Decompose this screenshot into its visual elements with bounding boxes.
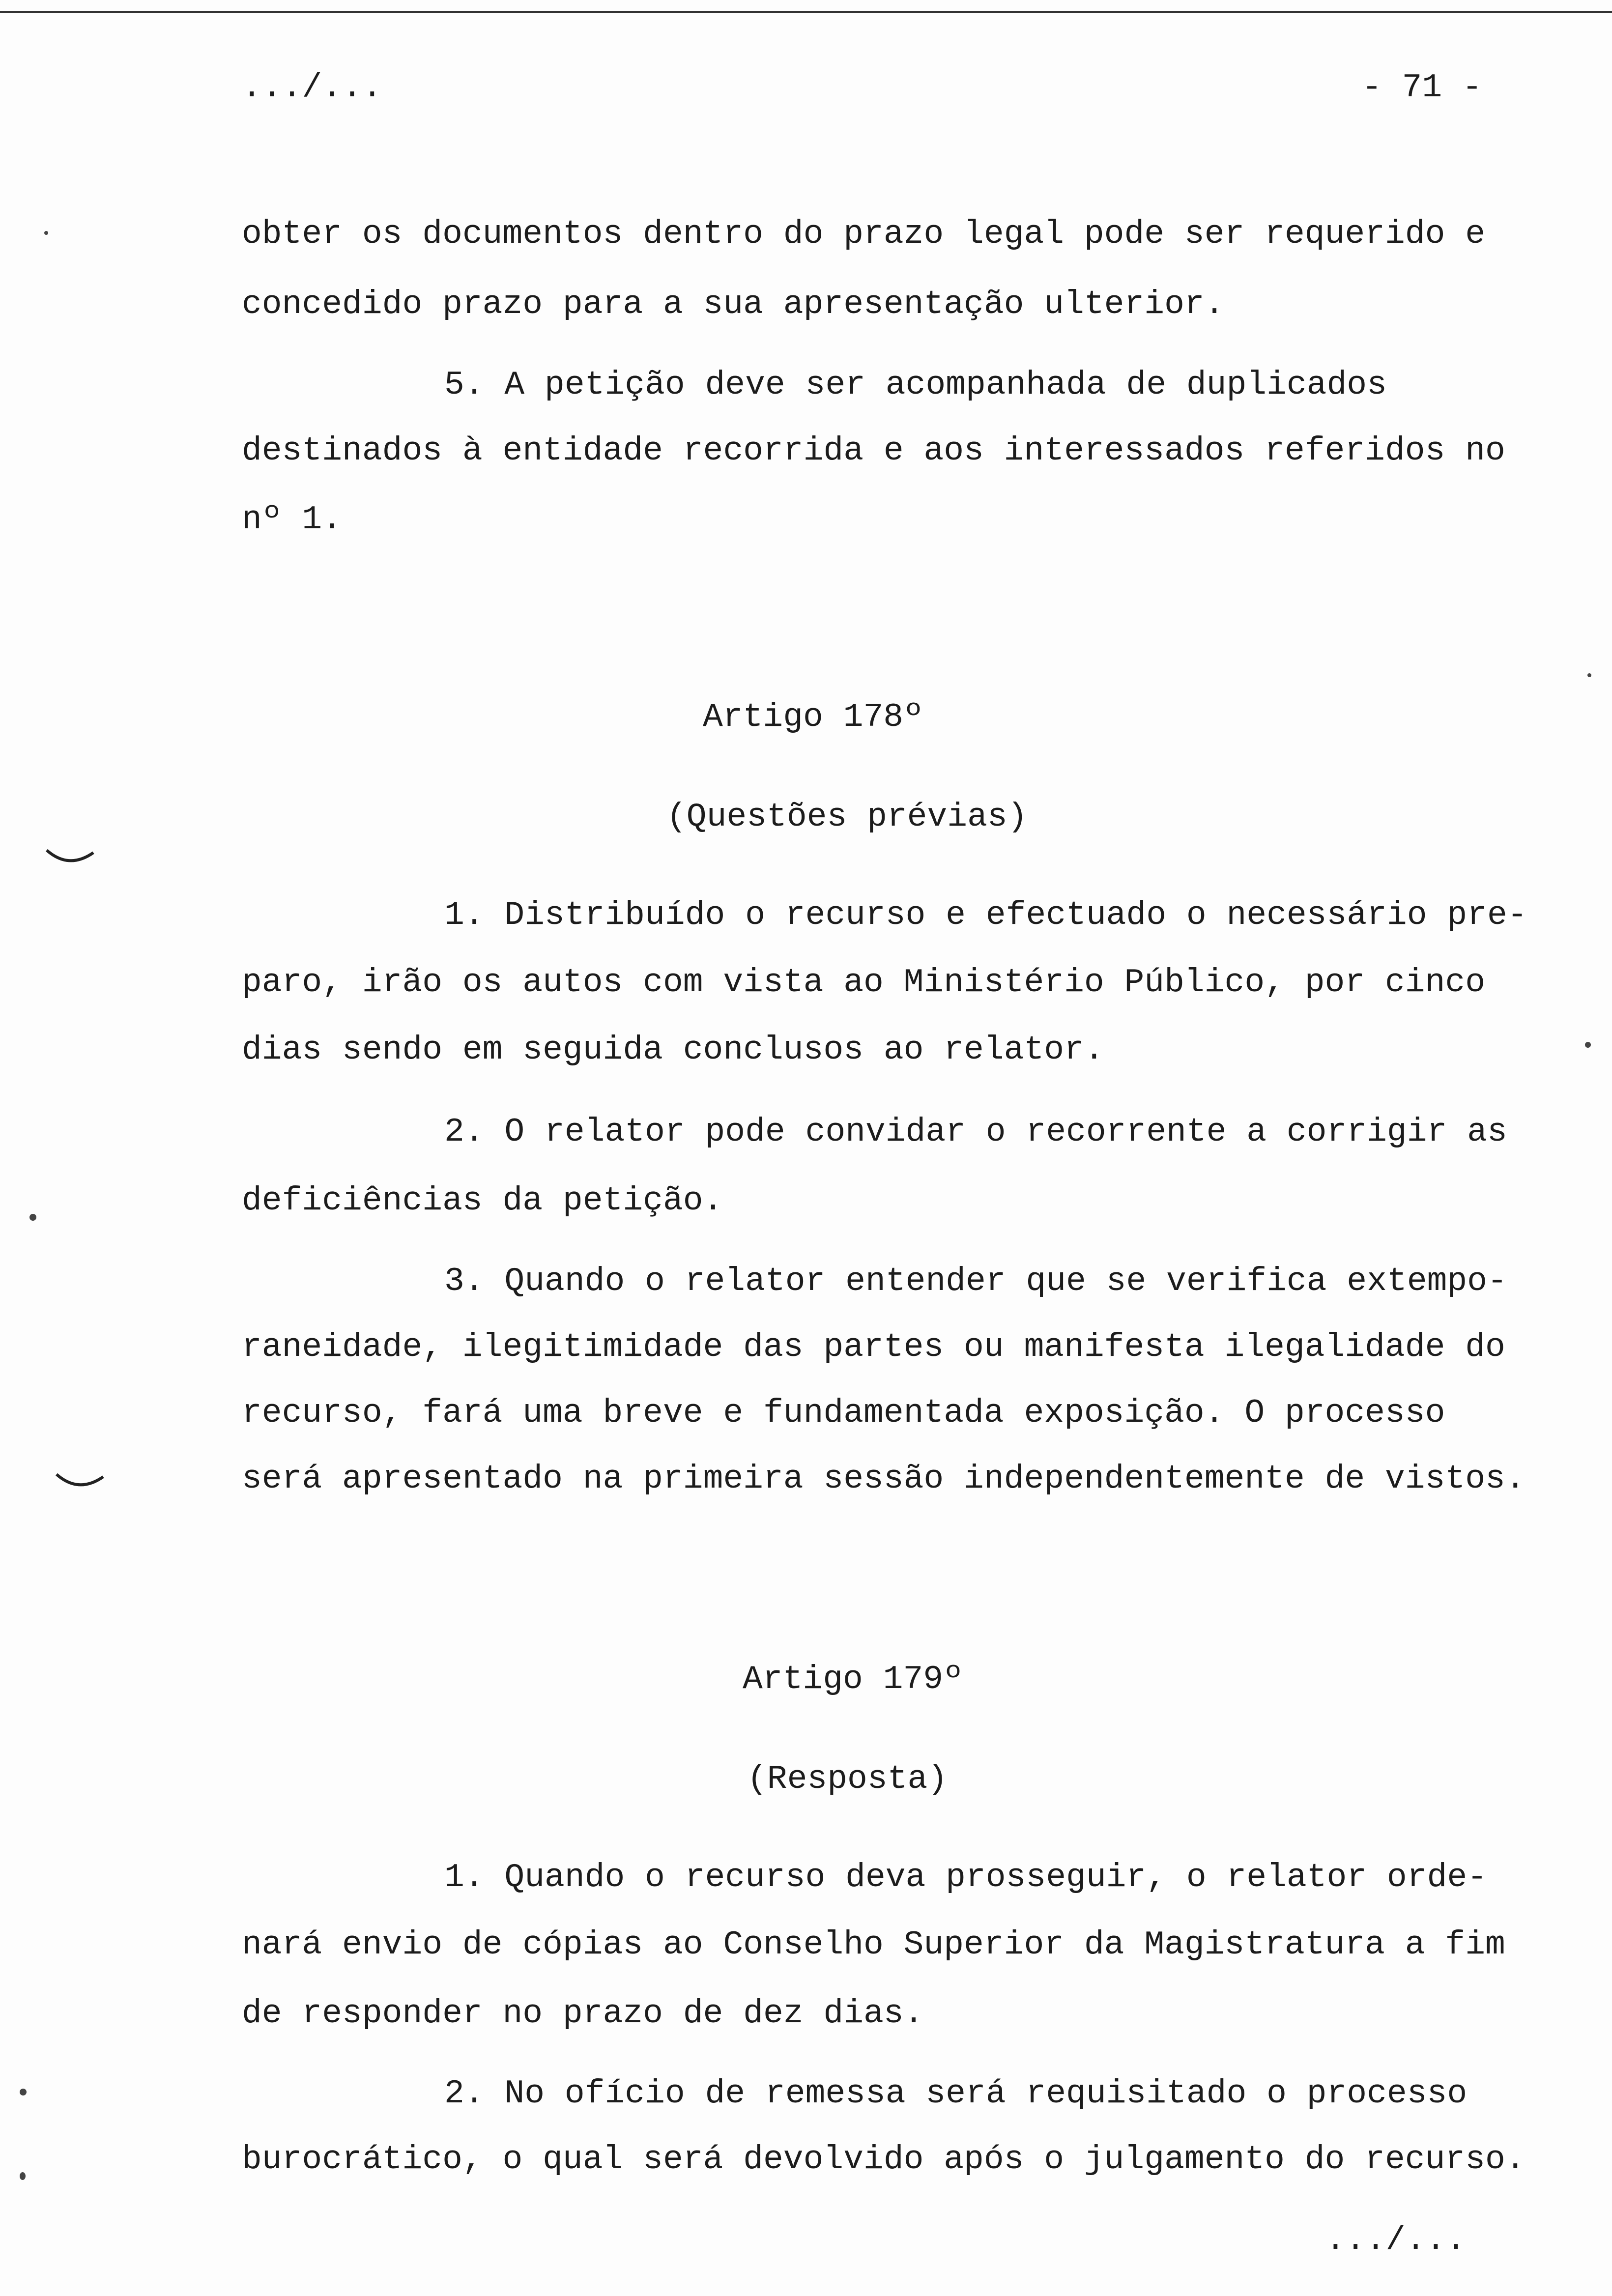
article-178-title: Artigo 178º [703,698,923,736]
text-line: raneidade, ilegitimidade das partes ou manifesta ilegalidade do [242,1328,1505,1366]
scan-speck [20,2172,26,2180]
text-line: será apresentado na primeira sessão independentemente de vistos. [242,1460,1526,1498]
punch-hole-mark [54,1469,108,1499]
text-line: 3. Quando o relator entender que se verifica extempo- [444,1263,1507,1300]
text-line: nará envio de cópias ao Conselho Superior da Magistratura a fim [242,1926,1505,1964]
article-179-title: Artigo 179º [743,1661,963,1698]
text-line: paro, irão os autos com vista ao Ministério Público, por cinco [242,964,1486,1002]
text-line: obter os documentos dentro do prazo legal pode ser requerido e [242,215,1486,253]
top-rule [0,11,1612,13]
text-line: 5. A petição deve ser acompanhada de duplicados [444,366,1387,404]
text-line: 2. No ofício de remessa será requisitado o processo [444,2075,1468,2113]
scan-speck [20,2089,27,2095]
punch-hole-mark [44,845,98,875]
article-178-subtitle: (Questões prévias) [666,798,1028,836]
text-line: dias sendo em seguida conclusos ao relator. [242,1031,1104,1069]
page-number: - 71 - [1362,69,1482,107]
text-line: deficiências da petição. [242,1182,723,1220]
text-line: recurso, fará uma breve e fundamentada exposição. O processo [242,1394,1445,1432]
text-line: burocrático, o qual será devolvido após o julgamento do recurso. [242,2141,1526,2179]
scan-speck [1585,1042,1591,1048]
text-line: de responder no prazo de dez dias. [242,1995,924,2033]
footer-continuation: .../... [1325,2221,1466,2259]
text-line: 2. O relator pode convidar o recorrente a corrigir as [444,1113,1507,1151]
text-line: concedido prazo para a sua apresentação ulterior. [242,286,1225,323]
scan-speck [1587,673,1591,677]
article-179-subtitle: (Resposta) [747,1760,948,1798]
scan-speck [29,1214,36,1221]
header-continuation: .../... [242,69,382,107]
text-line: destinados à entidade recorrida e aos interessados referidos no [242,432,1505,470]
scan-speck [44,231,48,235]
text-line: 1. Distribuído o recurso e efectuado o necessário pre- [444,896,1527,934]
text-line: 1. Quando o recurso deva prosseguir, o relator orde- [444,1859,1487,1896]
text-line: nº 1. [242,501,343,539]
